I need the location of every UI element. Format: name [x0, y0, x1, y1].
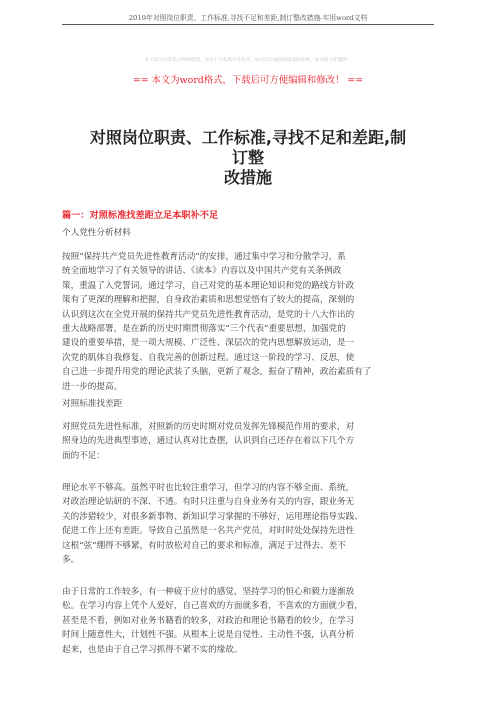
paragraph-line: 照身边的先进典型事迹，通过认真对比查摆，认识到自己还存在着以下几个方: [62, 436, 355, 447]
paragraph-line: 策有了更深的理解和把握，自身政治素质和思想觉悟有了较大的提高，深刻的: [62, 295, 355, 306]
paragraph-line: 统全面地学习了有关领导的讲话、《读本》内容以及中国共产党有关条例政: [62, 266, 342, 277]
disclaimer-text: 本文部分内容来自网络整理，本司不为其真实性负责，如有异议或侵权请及时联系，本司将立即删除！: [144, 58, 352, 63]
paragraph-line: 这根“弦”绷得不够紧，有时放松对自己的要求和标准，满足于过得去、差不: [62, 540, 346, 551]
paragraph-line: 由于日常的工作较多，有一种疲于应付的感觉，坚持学习的恒心和毅力逐渐放: [62, 587, 355, 597]
paragraph-line: 按照“保持共产党员先进性教育活动”的安排，通过集中学习和分散学习，系: [62, 252, 346, 262]
paragraph-line: 个人党性分析材料: [62, 228, 131, 238]
paragraph-line: 时间上随意性大，计划性不强。从根本上说是自觉性、主动性不强，认真分析: [62, 630, 355, 641]
paragraph-line: 促进工作上还有差距。导致自己虽然是一名共产党员，对时时处处保持先进性: [62, 526, 355, 537]
title-line: 改措施: [223, 168, 272, 187]
paragraph-body: [62, 420, 434, 463]
paragraph-line: 对政治理论钻研的不深、不透。有时只注重与自身业务有关的内容，跟业务无: [62, 497, 355, 508]
paragraph-line: 面的不足：: [62, 450, 105, 461]
paragraph-line: 建设的重要举措，是一项大规模、广泛性、深层次的党内思想解放运动，是一: [62, 338, 355, 349]
paragraph-line: 松。在学习内容上凭个人爱好，自己喜欢的方面就多看，不喜欢的方面就少看，: [62, 601, 363, 612]
paragraph-line: 自己进一步提升用党的理论武装了头脑，更新了观念，振奋了精神，政治素质有了: [62, 367, 372, 378]
paragraph-line: 进一步的提高。: [62, 381, 123, 392]
paragraph-subtitle: [62, 226, 434, 240]
paragraph-line: 次党的肌体自我修复、自我完善的创新过程。通过这一阶段的学习、反思，使: [62, 352, 355, 363]
paragraph-line: 关的涉猎较少，对很多新事物、新知识学习掌握的不够好，运用理论指导实践、: [62, 511, 363, 522]
format-notice: == 本文为word格式，下载后可方便编辑和修改！ ==: [132, 75, 364, 86]
paragraph-line: 多。: [62, 555, 80, 566]
document-title: [82, 128, 414, 188]
paragraph-line: 甚至是不看，例如对业务书籍看的较多，对政治和理论书籍看的较少，在学习: [62, 615, 355, 626]
running-header: 2019年对照岗位职责、工作标准,寻找不足和差距,制订整改措施-实用word文档: [128, 14, 368, 22]
paragraph-line: 起来，也是由于自己学习抓得不紧不实的缘故。: [62, 644, 243, 655]
paragraph-line: 认识到这次在全党开展的保持共产党员先进性教育活动，是党的十八大作出的: [62, 309, 355, 320]
paragraph-body: [62, 250, 434, 394]
paragraph-line: 重大战略部署，是在新的历史时期贯彻落实“三个代表”重要思想，加强党的: [62, 324, 346, 335]
paragraph-subtitle: [62, 397, 434, 411]
paragraph-line: 对照标准找差距: [62, 399, 123, 409]
paragraph-line: 策，重温了入党誓词。通过学习，自己对党的基本理论知识和党的路线方针政: [62, 280, 355, 291]
section-heading: 篇一：对照标准找差距立足本职补不足: [62, 210, 219, 221]
paragraph-line: 理论水平不够高。虽然平时也比较注重学习，但学习的内容不够全面、系统，: [62, 483, 355, 493]
paragraph-body: [62, 585, 434, 657]
title-line: 对照岗位职责、工作标准,寻找不足和差距,制订整: [89, 128, 407, 167]
header-rule: [62, 24, 434, 25]
paragraph-body: [62, 481, 434, 567]
paragraph-line: 对照党员先进性标准，对照新的历史时期对党员发挥先锋模范作用的要求，对: [62, 422, 355, 432]
